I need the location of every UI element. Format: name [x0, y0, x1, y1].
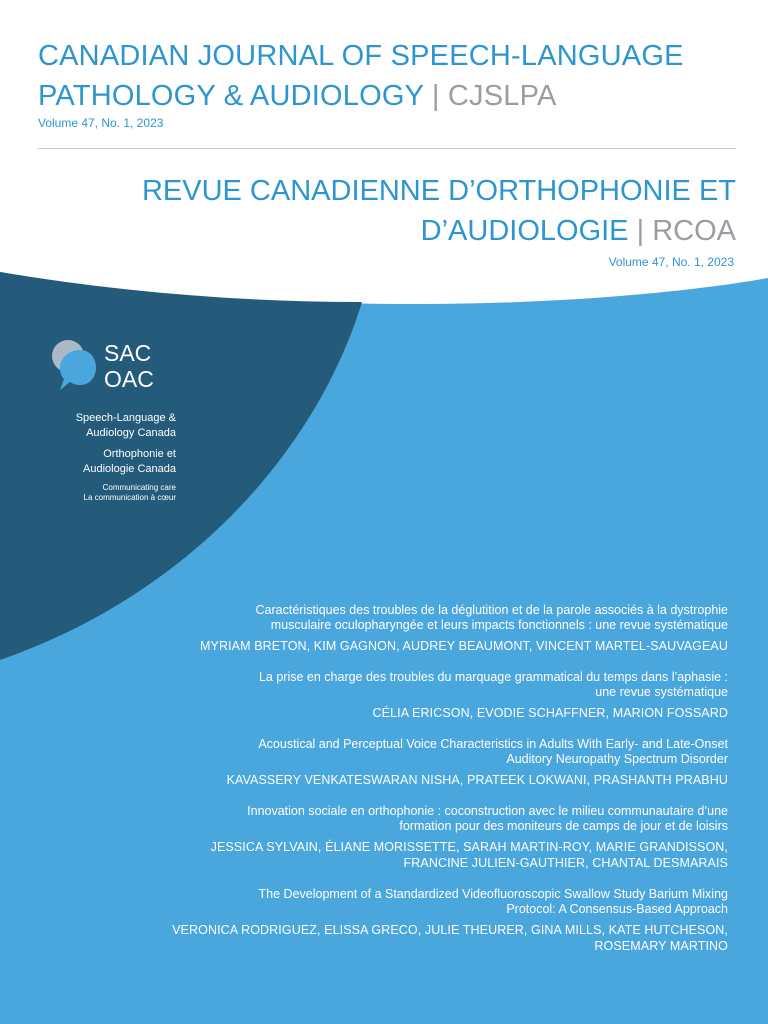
article-item [108, 603, 728, 654]
article-authors-line: MYRIAM BRETON, KIM GAGNON, AUDREY BEAUMONT, VINCENT MARTEL-SAUVAGEAU [200, 639, 728, 653]
article-title-line: Caractéristiques des troubles de la déglutition et de la parole associés à la dystrophie [255, 603, 728, 617]
org-name-en-line1: Speech-Language & [75, 412, 176, 424]
tagline-en: Communicating care [102, 483, 176, 492]
article-title-line: Auditory Neuropathy Spectrum Disorder [506, 752, 728, 766]
article-authors-line: FRANCINE JULIEN-GAUTHIER, CHANTAL DESMARAIS [403, 856, 728, 870]
article-title-line: Protocol: A Consensus-Based Approach [506, 902, 728, 916]
org-name-en-line2: Audiology Canada [86, 427, 176, 439]
journal-title-fr-name: D’AUDIOLOGIE [420, 215, 629, 247]
article-title-line: musculaire oculopharyngée et leurs impacts fonctionnels : une revue systématique [270, 618, 728, 632]
organization-names [56, 411, 176, 503]
journal-title-en-line2 [38, 76, 738, 116]
org-name-fr-line1: Orthophonie et [103, 448, 176, 460]
article-title [108, 804, 728, 834]
article-authors [108, 772, 728, 788]
article-authors-line: JESSICA SYLVAIN, ÉLIANE MORISSETTE, SARAH MARTIN-ROY, MARIE GRANDISSON, [210, 840, 728, 854]
article-authors-line: VERONICA RODRIGUEZ, ELISSA GRECO, JULIE THEURER, GINA MILLS, KATE HUTCHESON, [172, 923, 728, 937]
article-title-line: formation pour des moniteurs de camps de jour et de loisirs [399, 819, 728, 833]
article-authors [108, 922, 728, 954]
volume-info-fr: Volume 47, No. 1, 2023 [608, 255, 734, 269]
article-authors [108, 839, 728, 871]
article-authors [108, 705, 728, 721]
article-list [108, 603, 728, 970]
journal-abbreviation-en: CJSLPA [447, 80, 557, 112]
article-title [108, 603, 728, 633]
article-authors [108, 638, 728, 654]
title-separator: | [431, 80, 440, 112]
article-title-line: une revue systématique [595, 685, 728, 699]
article-title [108, 670, 728, 700]
journal-title-english [38, 36, 738, 116]
divider [38, 148, 736, 149]
article-title-line: La prise en charge des troubles du marquage grammatical du temps dans l’aphasie : [258, 670, 728, 684]
journal-title-fr-line2 [36, 211, 736, 251]
speech-bubble-icon [50, 338, 96, 394]
org-name-fr-line2: Audiologie Canada [83, 463, 176, 475]
article-authors-line: CÉLIA ERICSON, EVODIE SCHAFFNER, MARION FOSSARD [372, 706, 728, 720]
article-authors-line: KAVASSERY VENKATESWARAN NISHA, PRATEEK LOKWANI, PRASHANTH PRABHU [226, 773, 728, 787]
volume-info-en: Volume 47, No. 1, 2023 [38, 116, 164, 130]
article-item [108, 670, 728, 721]
article-item [108, 804, 728, 871]
article-title-line: Acoustical and Perceptual Voice Characteristics in Adults With Early- and Late-Onset [258, 737, 728, 751]
journal-abbreviation-fr: RCOA [652, 215, 736, 247]
journal-title-en-name: PATHOLOGY & AUDIOLOGY [38, 80, 424, 112]
article-title [108, 737, 728, 767]
article-title [108, 887, 728, 917]
logo-wordmark [104, 340, 154, 392]
title-separator: | [636, 215, 645, 247]
journal-title-french [36, 171, 736, 251]
article-title-line: Innovation sociale en orthophonie : coconstruction avec le milieu communautaire d’une [247, 804, 728, 818]
journal-title-en-line1: CANADIAN JOURNAL OF SPEECH-LANGUAGE [38, 40, 684, 72]
logo-line-oac: OAC [104, 366, 154, 392]
journal-title-fr-line1: REVUE CANADIENNE D’ORTHOPHONIE ET [141, 175, 736, 207]
tagline-fr: La communication à cœur [83, 493, 176, 502]
article-item [108, 887, 728, 954]
article-authors-line: ROSEMARY MARTINO [594, 939, 728, 953]
article-item [108, 737, 728, 788]
logo-line-sac: SAC [104, 340, 152, 366]
article-title-line: The Development of a Standardized Videofluoroscopic Swallow Study Barium Mixing [258, 887, 728, 901]
